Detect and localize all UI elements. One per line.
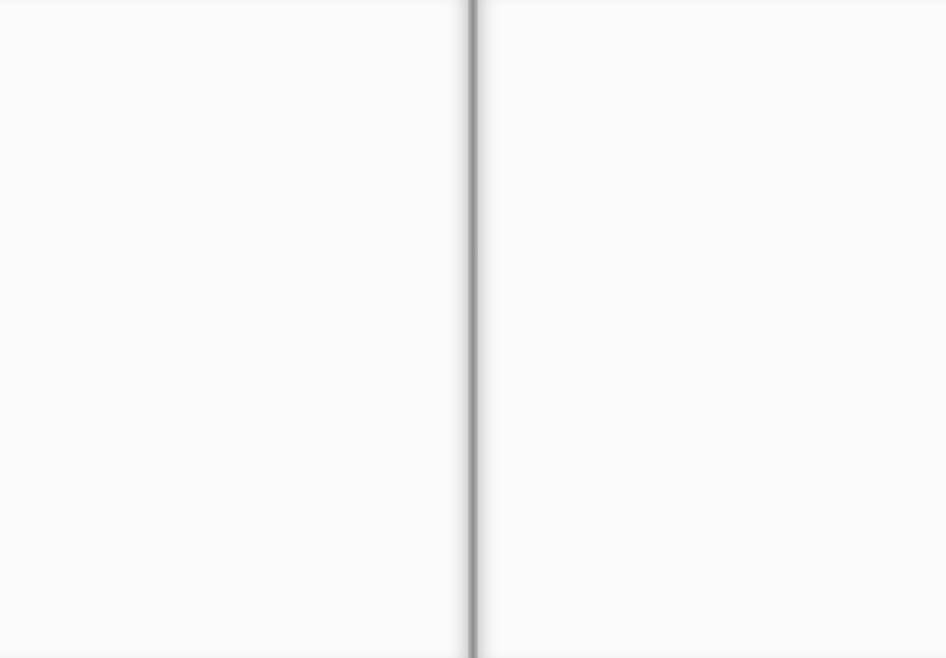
right-page (478, 0, 946, 658)
binding-gutter (468, 0, 478, 658)
left-page (0, 0, 468, 658)
